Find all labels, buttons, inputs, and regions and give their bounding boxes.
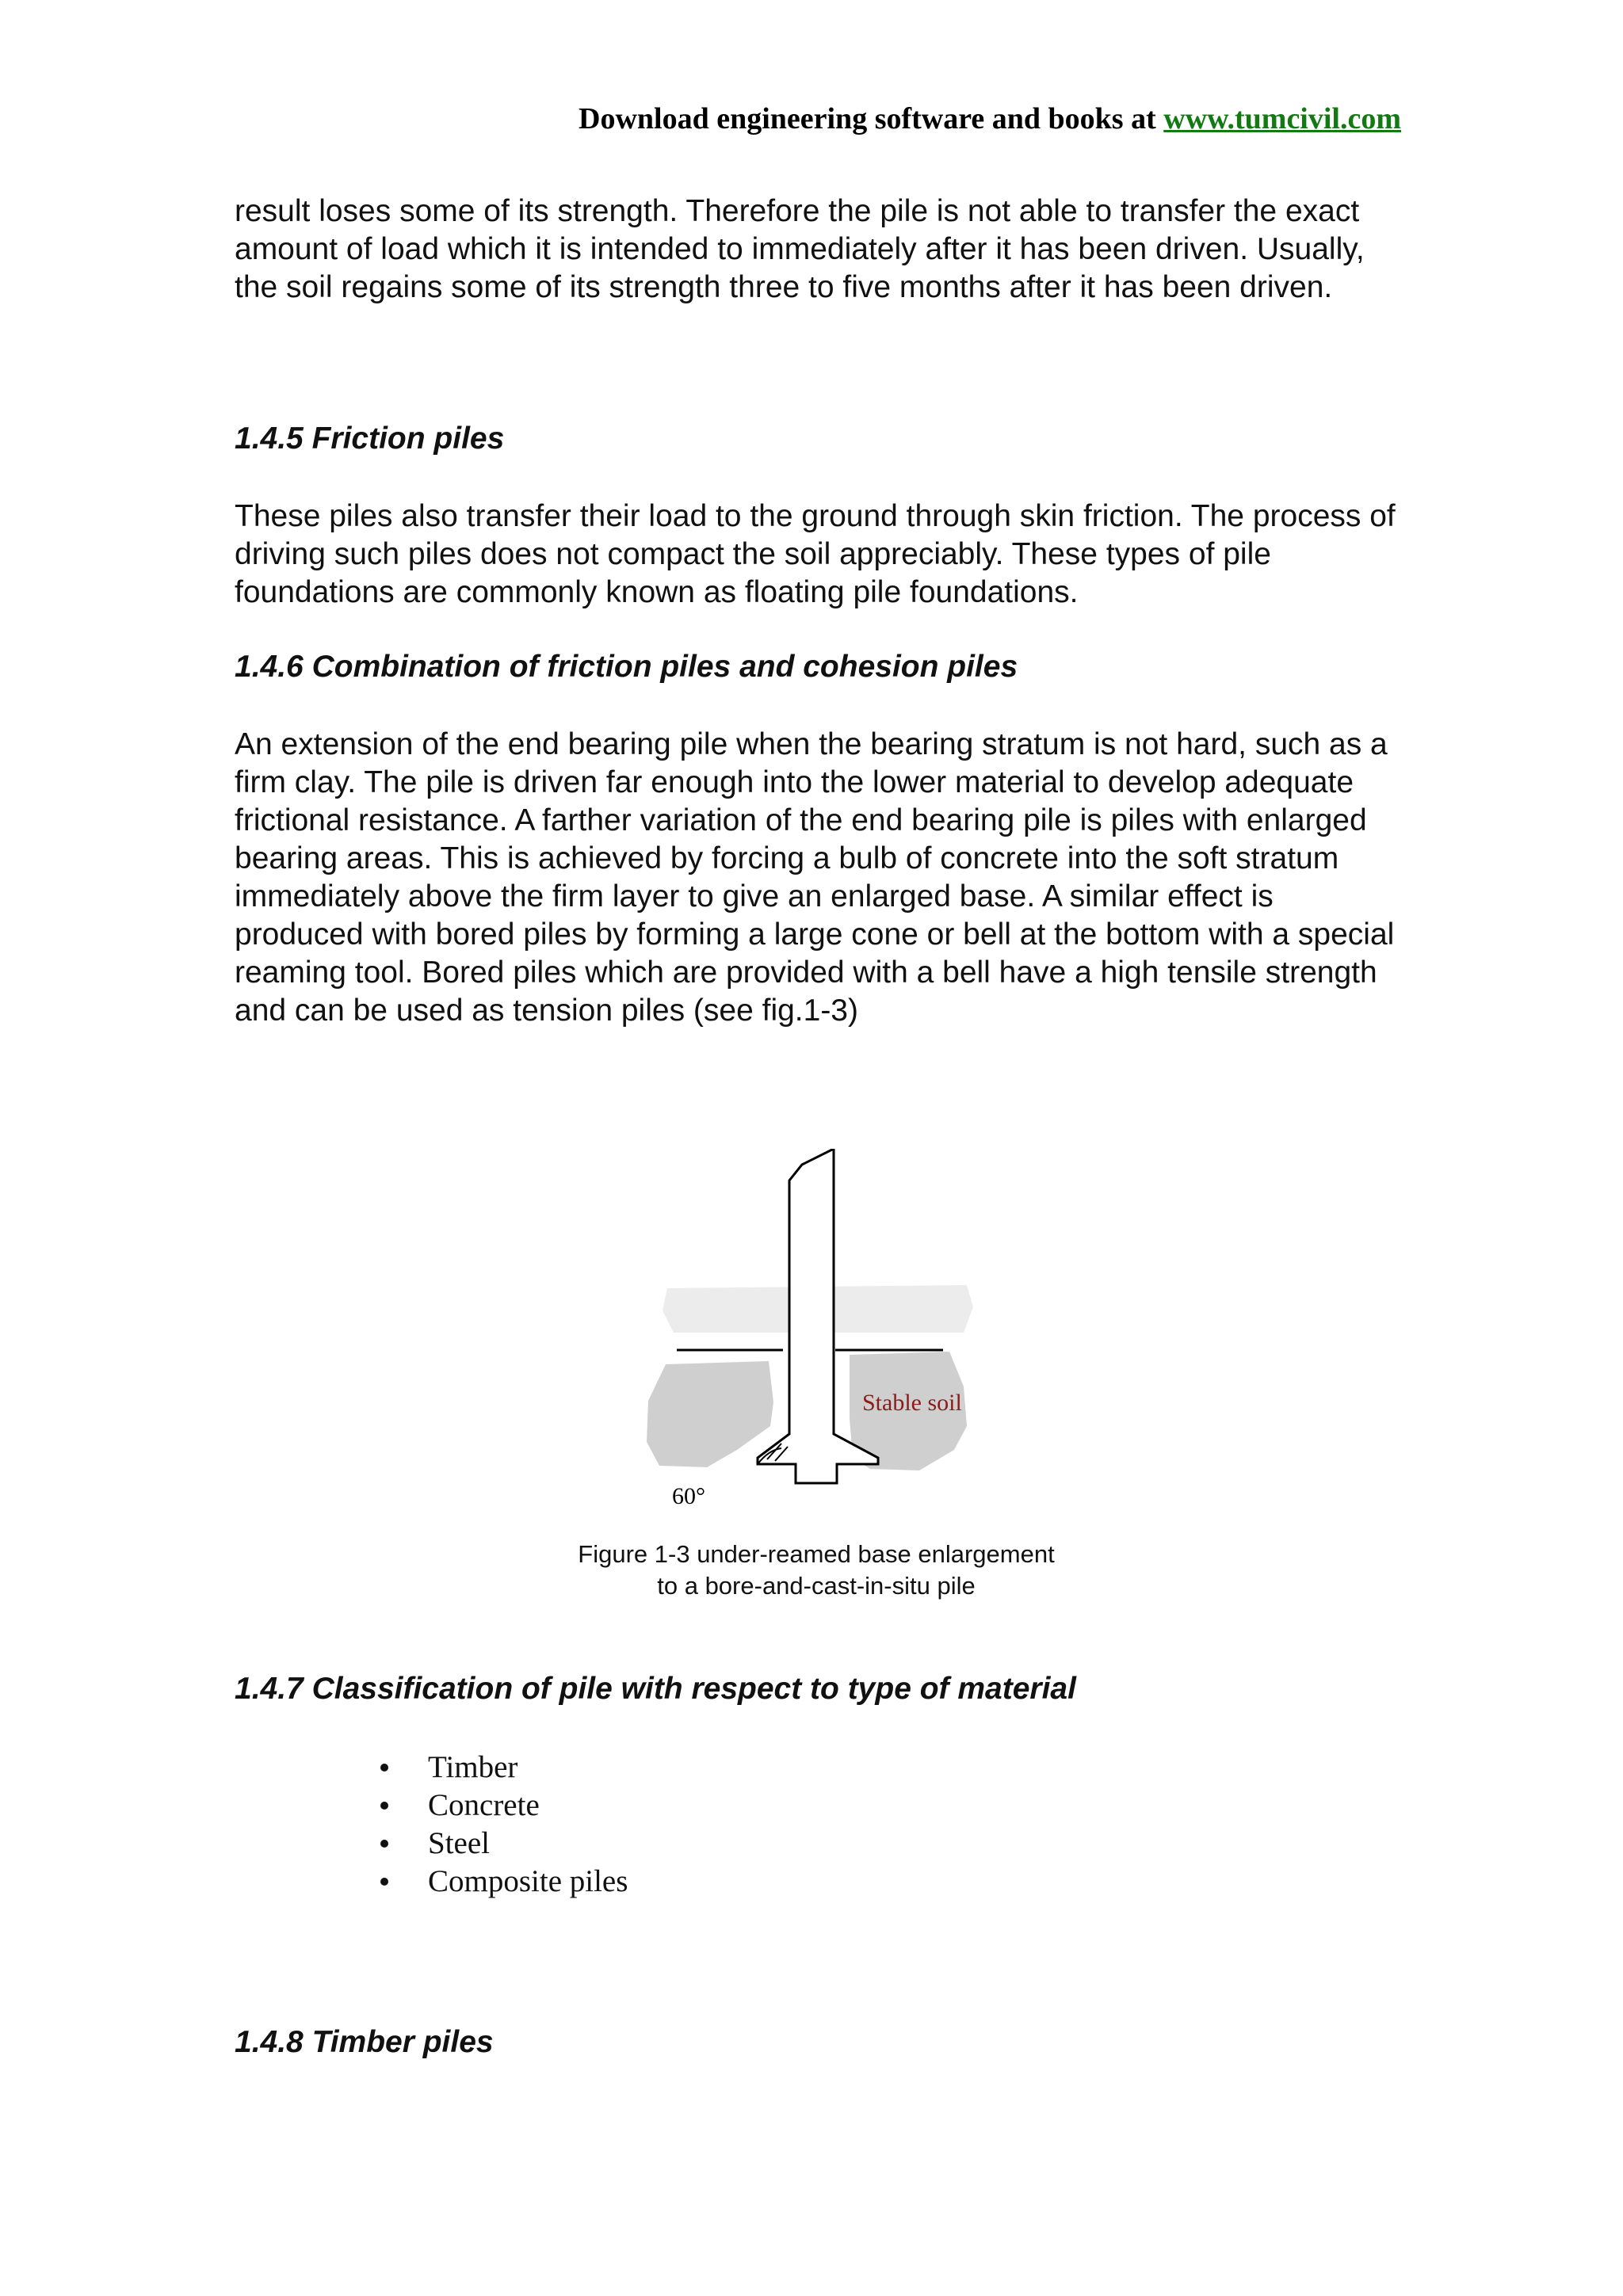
bullet-icon (380, 1802, 388, 1810)
list-item-label: Composite piles (428, 1864, 628, 1898)
figure-caption: Figure 1-3 under-reamed base enlargement to a bore-and-cast-in-situ pile (578, 1540, 1055, 1600)
angle-label: 60° (672, 1483, 705, 1509)
list-item (380, 1749, 628, 1787)
material-list (380, 1749, 628, 1901)
heading-timber-piles: 1.4.8 Timber piles (235, 2025, 494, 2059)
intro-paragraph: result loses some of its strength. Therefore the pile is not able to transfer the exact amount of load which it is intended to immediately after it has been driven. Usually, the soil regains some of its strength three to five months after it has been driven. (235, 194, 1365, 304)
header-link[interactable]: www.tumcivil.com (1163, 102, 1401, 135)
figure-under-reamed-pile (618, 1149, 1030, 1529)
list-item-label: Concrete (428, 1788, 540, 1822)
list-item (380, 1787, 628, 1825)
list-item-label: Steel (428, 1826, 490, 1860)
paragraph-friction-piles: These piles also transfer their load to the ground through skin friction. The process of driving such piles does not compact the soil appreciably. These types of pile foundations are commonly known as floating pile foundations. (235, 499, 1396, 609)
page-header (579, 101, 1401, 136)
heading-friction-piles: 1.4.5 Friction piles (235, 421, 505, 456)
stable-soil-label: Stable soil (862, 1390, 962, 1416)
header-text: Download engineering software and books at (579, 102, 1164, 135)
heading-combination-piles: 1.4.6 Combination of friction piles and cohesion piles (235, 650, 1018, 684)
list-item-label: Timber (428, 1750, 518, 1784)
heading-classification: 1.4.7 Classification of pile with respect to type of material (235, 1672, 1076, 1706)
paragraph-combination-piles: An extension of the end bearing pile when the bearing stratum is not hard, such as a firm clay. The pile is driven far enough into the lower material to develop adequate frictional resistance. A farther variation of the end bearing pile is piles with enlarged bearing areas. This is achieved by forcing a bulb of concrete into the soft stratum immediately above the firm layer to give an enlarged base. A similar effect is produced with bored piles by forming a large cone or bell at the bottom with a special reaming tool. Bored piles which are provided with a bell have a high tensile strength and can be used as tension piles (see fig.1-3) (235, 727, 1395, 1028)
list-item (380, 1825, 628, 1863)
bullet-icon (380, 1878, 388, 1886)
pile-diagram (618, 1149, 1030, 1529)
left-soil-mass (647, 1361, 773, 1467)
list-item (380, 1863, 628, 1901)
bullet-icon (380, 1840, 388, 1848)
bullet-icon (380, 1764, 388, 1772)
